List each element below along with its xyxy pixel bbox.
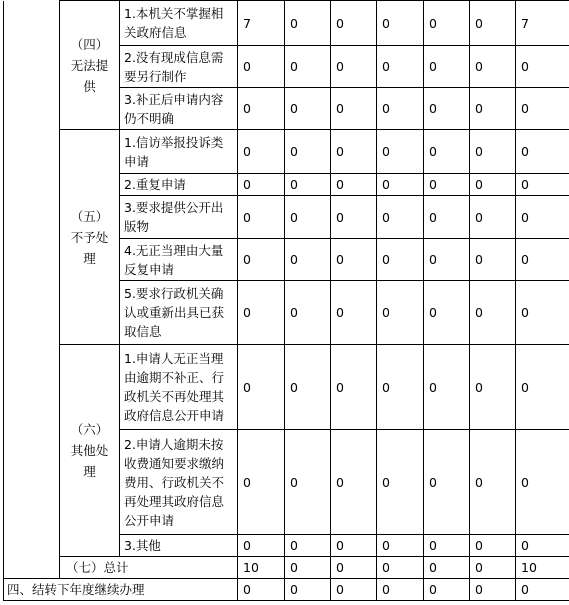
value-cell: 0: [377, 345, 424, 430]
carryover-label: 四、结转下年度继续办理: [4, 579, 238, 601]
value-cell: 0: [516, 88, 569, 130]
value-cell: 0: [331, 88, 377, 130]
subcategory-label: 5.要求行政机关确认或重新出具已获取信息: [120, 281, 238, 345]
value-cell: 0: [424, 1, 470, 46]
value-cell: 0: [285, 130, 331, 174]
value-cell: 0: [238, 535, 285, 557]
value-cell: 0: [424, 46, 470, 88]
subcategory-label: 3.补正后申请内容仍不明确: [120, 88, 238, 130]
value-cell: 0: [238, 88, 285, 130]
category-label: （五）不予处理: [70, 208, 109, 266]
value-cell: 0: [331, 1, 377, 46]
total-value-cell: 0: [470, 557, 516, 579]
value-cell: 0: [331, 239, 377, 281]
value-cell: 0: [377, 239, 424, 281]
value-cell: 0: [285, 281, 331, 345]
value-cell: 0: [238, 196, 285, 239]
carryover-value-cell: 0: [424, 579, 470, 601]
table-row: [4, 345, 569, 430]
value-cell: 0: [285, 46, 331, 88]
total-value-cell: 0: [424, 557, 470, 579]
value-cell: 0: [285, 239, 331, 281]
total-row: [4, 557, 569, 579]
value-cell: 0: [238, 174, 285, 196]
total-label: （七）总计: [60, 557, 238, 579]
total-value-cell: 10: [516, 557, 569, 579]
value-cell: 0: [424, 88, 470, 130]
carryover-value-cell: 0: [331, 579, 377, 601]
value-cell: 0: [424, 345, 470, 430]
value-cell: 0: [470, 281, 516, 345]
value-cell: 0: [470, 1, 516, 46]
value-cell: 0: [516, 196, 569, 239]
total-value-cell: 0: [285, 557, 331, 579]
value-cell: 0: [424, 430, 470, 535]
value-cell: 0: [470, 239, 516, 281]
value-cell: 0: [516, 535, 569, 557]
table-row: [4, 130, 569, 174]
disclosure-statistics-table: [3, 0, 569, 601]
value-cell: 0: [470, 46, 516, 88]
value-cell: 0: [470, 130, 516, 174]
value-cell: 0: [331, 196, 377, 239]
outer-blank-cell: [4, 557, 60, 579]
value-cell: 0: [377, 130, 424, 174]
value-cell: 0: [377, 430, 424, 535]
outer-blank-cell: [4, 1, 60, 557]
value-cell: 0: [470, 535, 516, 557]
value-cell: 0: [238, 281, 285, 345]
value-cell: 0: [470, 88, 516, 130]
value-cell: 0: [516, 345, 569, 430]
value-cell: 0: [285, 1, 331, 46]
value-cell: 0: [238, 430, 285, 535]
value-cell: 0: [516, 46, 569, 88]
value-cell: 0: [331, 430, 377, 535]
category-other-processing: （六）其他处理: [60, 345, 120, 557]
value-cell: 0: [424, 174, 470, 196]
value-cell: 0: [424, 281, 470, 345]
value-cell: 0: [331, 345, 377, 430]
value-cell: 0: [377, 196, 424, 239]
total-value-cell: 10: [238, 557, 285, 579]
carryover-value-cell: 0: [470, 579, 516, 601]
value-cell: 0: [377, 174, 424, 196]
value-cell: 0: [424, 196, 470, 239]
subcategory-label: 2.没有现成信息需要另行制作: [120, 46, 238, 88]
value-cell: 0: [424, 535, 470, 557]
value-cell: 0: [470, 174, 516, 196]
subcategory-label: 4.无正当理由大量反复申请: [120, 239, 238, 281]
carryover-value-cell: 0: [516, 579, 569, 601]
value-cell: 0: [377, 535, 424, 557]
subcategory-label: 1.申请人无正当理由逾期不补正、行政机关不再处理其政府信息公开申请: [120, 345, 238, 430]
value-cell: 0: [516, 239, 569, 281]
value-cell: 0: [424, 130, 470, 174]
value-cell: 0: [331, 174, 377, 196]
value-cell: 0: [285, 430, 331, 535]
subcategory-label: 3.其他: [120, 535, 238, 557]
value-cell: 0: [285, 88, 331, 130]
total-value-cell: 0: [377, 557, 424, 579]
carryover-value-cell: 0: [377, 579, 424, 601]
value-cell: 0: [238, 345, 285, 430]
value-cell: 0: [238, 130, 285, 174]
value-cell: 0: [331, 130, 377, 174]
subcategory-label: 1.信访举报投诉类申请: [120, 130, 238, 174]
value-cell: 0: [285, 174, 331, 196]
subcategory-label: 2.重复申请: [120, 174, 238, 196]
subcategory-label: 3.要求提供公开出版物: [120, 196, 238, 239]
value-cell: 0: [377, 281, 424, 345]
value-cell: 0: [331, 281, 377, 345]
value-cell: 0: [470, 196, 516, 239]
value-cell: 0: [377, 1, 424, 46]
value-cell: 0: [285, 345, 331, 430]
value-cell: 0: [331, 535, 377, 557]
total-value-cell: 0: [331, 557, 377, 579]
value-cell: 0: [424, 239, 470, 281]
value-cell: 0: [285, 196, 331, 239]
category-not-processed: [60, 130, 120, 345]
value-cell: 0: [377, 88, 424, 130]
carryover-value-cell: 0: [238, 579, 285, 601]
value-cell: 0: [238, 46, 285, 88]
value-cell: 0: [470, 430, 516, 535]
category-unable-to-provide: （四）无法提供: [60, 1, 120, 130]
value-cell: 0: [516, 430, 569, 535]
value-cell: 0: [516, 281, 569, 345]
table-row: [4, 1, 569, 46]
value-cell: 0: [331, 46, 377, 88]
value-cell: 0: [285, 535, 331, 557]
subcategory-label: 1.本机关不掌握相关政府信息: [120, 1, 238, 46]
value-cell: 0: [470, 345, 516, 430]
value-cell: 0: [516, 174, 569, 196]
value-cell: 7: [238, 1, 285, 46]
carryover-row: [4, 579, 569, 601]
value-cell: 7: [516, 1, 569, 46]
value-cell: 0: [238, 239, 285, 281]
subcategory-label: 2.申请人逾期未按收费通知要求缴纳费用、行政机关不再处理其政府信息公开申请: [120, 430, 238, 535]
value-cell: 0: [377, 46, 424, 88]
value-cell: 0: [516, 130, 569, 174]
carryover-value-cell: 0: [285, 579, 331, 601]
